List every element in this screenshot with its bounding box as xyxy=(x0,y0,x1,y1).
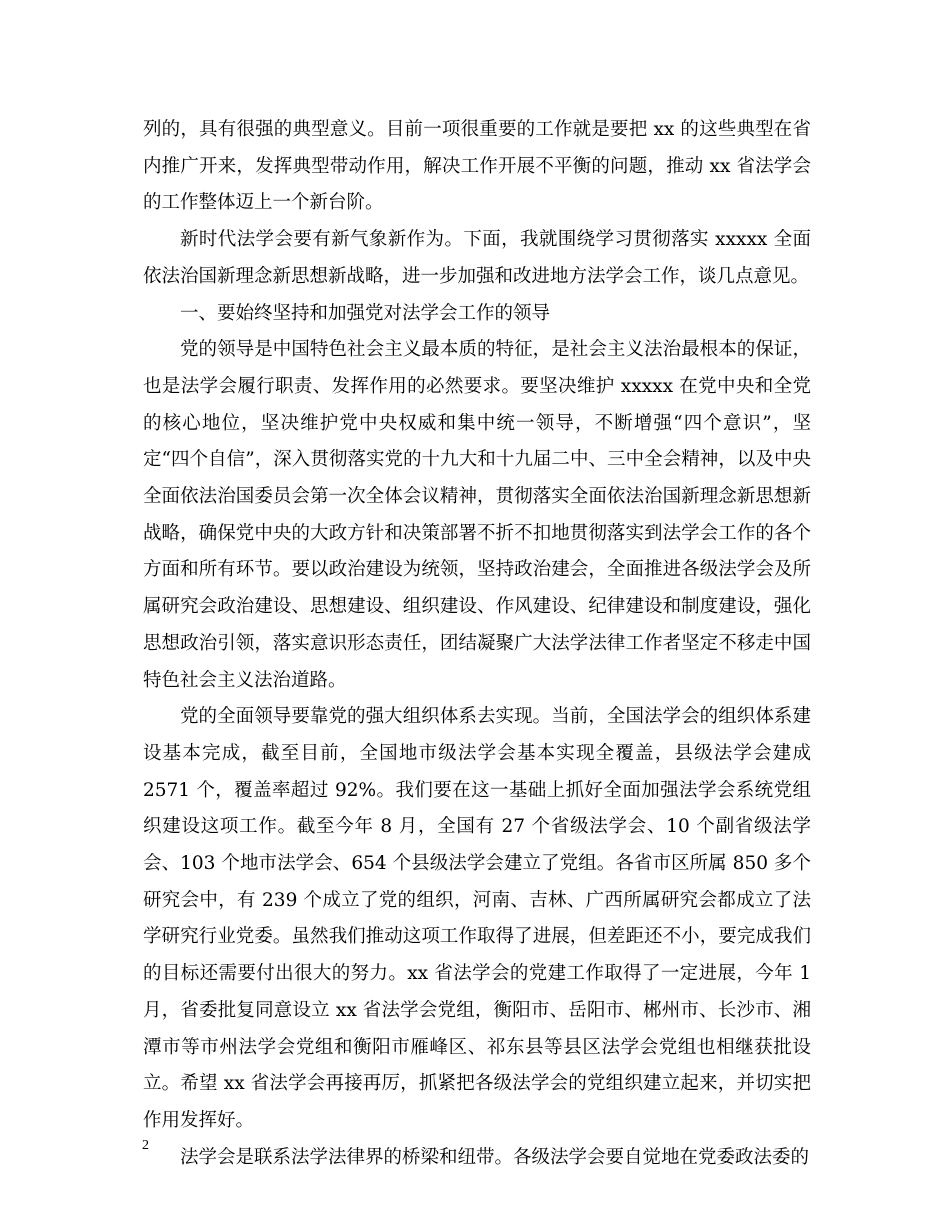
paragraph: 法学会是联系法学法律界的桥梁和纽带。各级法学会要自觉地在党委政法委的 xyxy=(180,1146,810,1168)
paragraph: 列的，具有很强的典型意义。目前一项很重要的工作就是要把 xx 的这些典型在省内推广开来，发挥典型带动作用，解决工作开展不平衡的问题，推动 xx 省法学会的工作整体迈上一个新台阶。 xyxy=(143,119,811,214)
paragraph: 新时代法学会要有新气象新作为。下面，我就围绕学习贯彻落实 xxxxx 全面依法治国新理念新思想新战略，进一步加强和改进地方法学会工作，谈几点意见。 xyxy=(143,229,811,287)
section-heading: 一、要始终坚持和加强党对法学会工作的领导 xyxy=(180,302,551,324)
body-text xyxy=(143,112,811,1176)
page-number: 2 xyxy=(142,1138,149,1153)
paragraph: 党的领导是中国特色社会主义最本质的特征，是社会主义法治最根本的保证，也是法学会履行职责、发挥作用的必然要求。要坚决维护 xxxxx 在党中央和全党的核心地位，坚决维护党中央权威和集中统一领导，不断增强“四个意识”，坚定“四个自信”，深入贯彻落实党的十九大和十九届二中、三中全会精神，以及中央全面依法治国委员会第一次全体会议精神，贯彻落实全面依法治国新理念新思想新战略，确保党中央的大政方针和决策部署不折不扣地贯彻落实到法学会工作的各个方面和所有环节。要以政治建设为统领，坚持政治建会，全面推进各级法学会及所属研究会政治建设、思想建设、组织建设、作风建设、纪律建设和制度建设，强化思想政治引领，落实意识形态责任，团结凝聚广大法学法律工作者坚定不移走中国特色社会主义法治道路。 xyxy=(143,339,811,691)
paragraph: 党的全面领导要靠党的强大组织体系去实现。当前，全国法学会的组织体系建设基本完成，截至目前，全国地市级法学会基本实现全覆盖，县级法学会建成2571 个，覆盖率超过 92%。我们要在这一基础上抓好全面加强法学会系统党组织建设这项工作。截至今年 8 月，全国有 27 个省级法学会、10 个副省级法学会、103 个地市法学会、654 个县级法学会建立了党组。各省市区所属 850 多个研究会中，有 239 个成立了党的组织，河南、吉林、广西所属研究会都成立了法学研究行业党委。虽然我们推动这项工作取得了进展，但差距还不小，要完成我们的目标还需要付出很大的努力。xx 省法学会的党建工作取得了一定进展，今年 1 月，省委批复同意设立 xx 省法学会党组，衡阳市、岳阳市、郴州市、长沙市、湘潭市等市州法学会党组和衡阳市雁峰区、祁东县等县区法学会党组也相继获批设立。希望 xx 省法学会再接再厉，抓紧把各级法学会的党组织建立起来，并切实把作用发挥好。 xyxy=(143,706,811,1131)
